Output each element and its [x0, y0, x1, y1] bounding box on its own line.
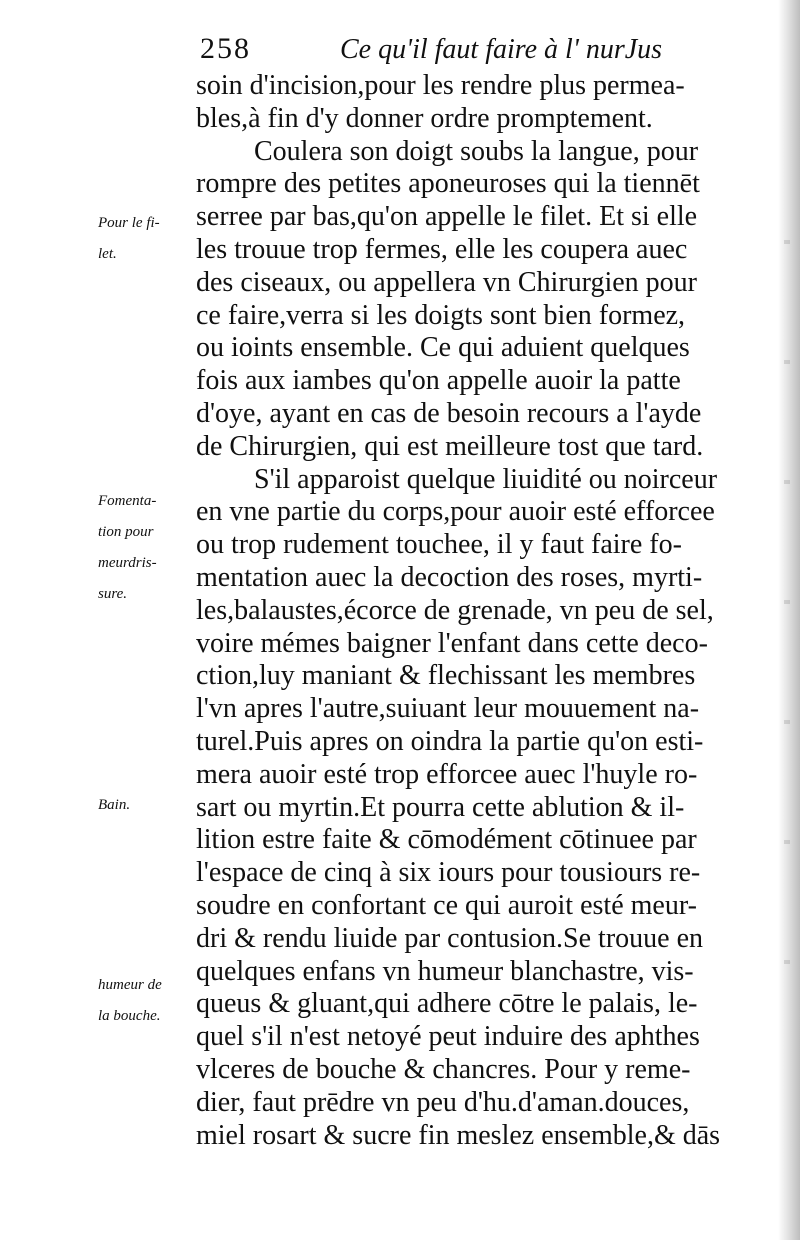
text-line: mera auoir esté trop efforcee auec l'huyle ro- — [196, 758, 698, 790]
text-line: lition estre faite & cōmodément cōtinuee par — [196, 824, 697, 856]
text-line: turel.Puis apres on oindra la partie qu'on esti- — [196, 725, 704, 757]
text-line: quel s'il n'est netoyé peut induire des aphthes — [196, 1021, 700, 1053]
text-line: ce faire,verra si les doigts sont bien formez, — [196, 299, 686, 331]
text-line: en vne partie du corps,pour auoir esté efforcee — [196, 496, 715, 528]
page-number: 258 — [200, 32, 251, 65]
text-line: sart ou myrtin.Et pourra cette ablution & il- — [196, 791, 685, 823]
text-line: quelques enfans vn humeur blanchastre, vis- — [196, 955, 694, 987]
margin-note-fomentation: Fomenta- tion pour meurdris- sure. — [98, 493, 157, 602]
body-text — [196, 70, 771, 1152]
text-line: fois aux iambes qu'on appelle auoir la patte — [196, 365, 681, 397]
text-line: miel rosart & sucre fin meslez ensemble,& dās — [196, 1119, 721, 1151]
text-line: rompre des petites aponeuroses qui la tiennēt — [196, 168, 700, 200]
margin-note-humeur: humeur de la bouche. — [98, 977, 162, 1024]
text-line: mentation auec la decoction des roses, myrti- — [196, 561, 703, 593]
text-line: bles,à fin d'y donner ordre promptement. — [196, 102, 653, 134]
text-line: S'il apparoist quelque liuidité ou noirceur — [254, 463, 718, 495]
text-line: ou ioints ensemble. Ce qui aduient quelques — [196, 332, 690, 364]
margin-note-bain: Bain. — [98, 797, 131, 813]
text-line: Coulera son doigt soubs la langue, pour — [254, 135, 699, 167]
text-line: d'oye, ayant en cas de besoin recours a l'ayde — [196, 397, 702, 429]
page-header — [200, 32, 760, 72]
text-line: serree par bas,qu'on appelle le filet. Et si elle — [196, 201, 698, 233]
text-line: vlceres de bouche & chancres. Pour y reme- — [196, 1053, 691, 1085]
text-line: ou trop rudement touchee, il y faut faire fo- — [196, 529, 682, 561]
running-head: Ce qu'il faut faire à l' nurJus — [340, 34, 663, 65]
edge-marks — [784, 200, 790, 1080]
text-line: dier, faut prēdre vn peu d'hu.d'aman.douces, — [196, 1086, 690, 1118]
text-line: ction,luy maniant & flechissant les membres — [196, 660, 696, 692]
text-line: l'espace de cinq à six iours pour tousiours re- — [196, 857, 701, 889]
text-line: les,balaustes,écorce de grenade, vn peu de sel, — [196, 594, 714, 626]
text-line: soin d'incision,pour les rendre plus permea- — [196, 70, 685, 101]
text-line: dri & rendu liuide par contusion.Se trouue en — [196, 922, 703, 954]
text-line: queus & gluant,qui adhere cōtre le palais, le- — [196, 988, 698, 1020]
text-line: des ciseaux, ou appellera vn Chirurgien pour — [196, 266, 698, 298]
text-line: les trouue trop fermes, elle les coupera auec — [196, 233, 688, 265]
margin-note-filet: Pour le fi- let. — [98, 215, 160, 262]
text-line: soudre en confortant ce qui auroit esté meur- — [196, 889, 697, 921]
text-line: de Chirurgien, qui est meilleure tost que tard. — [196, 430, 704, 462]
text-line: voire mémes baigner l'enfant dans cette deco- — [196, 627, 708, 659]
text-line: l'vn apres l'autre,suiuant leur mouuement na- — [196, 693, 700, 725]
